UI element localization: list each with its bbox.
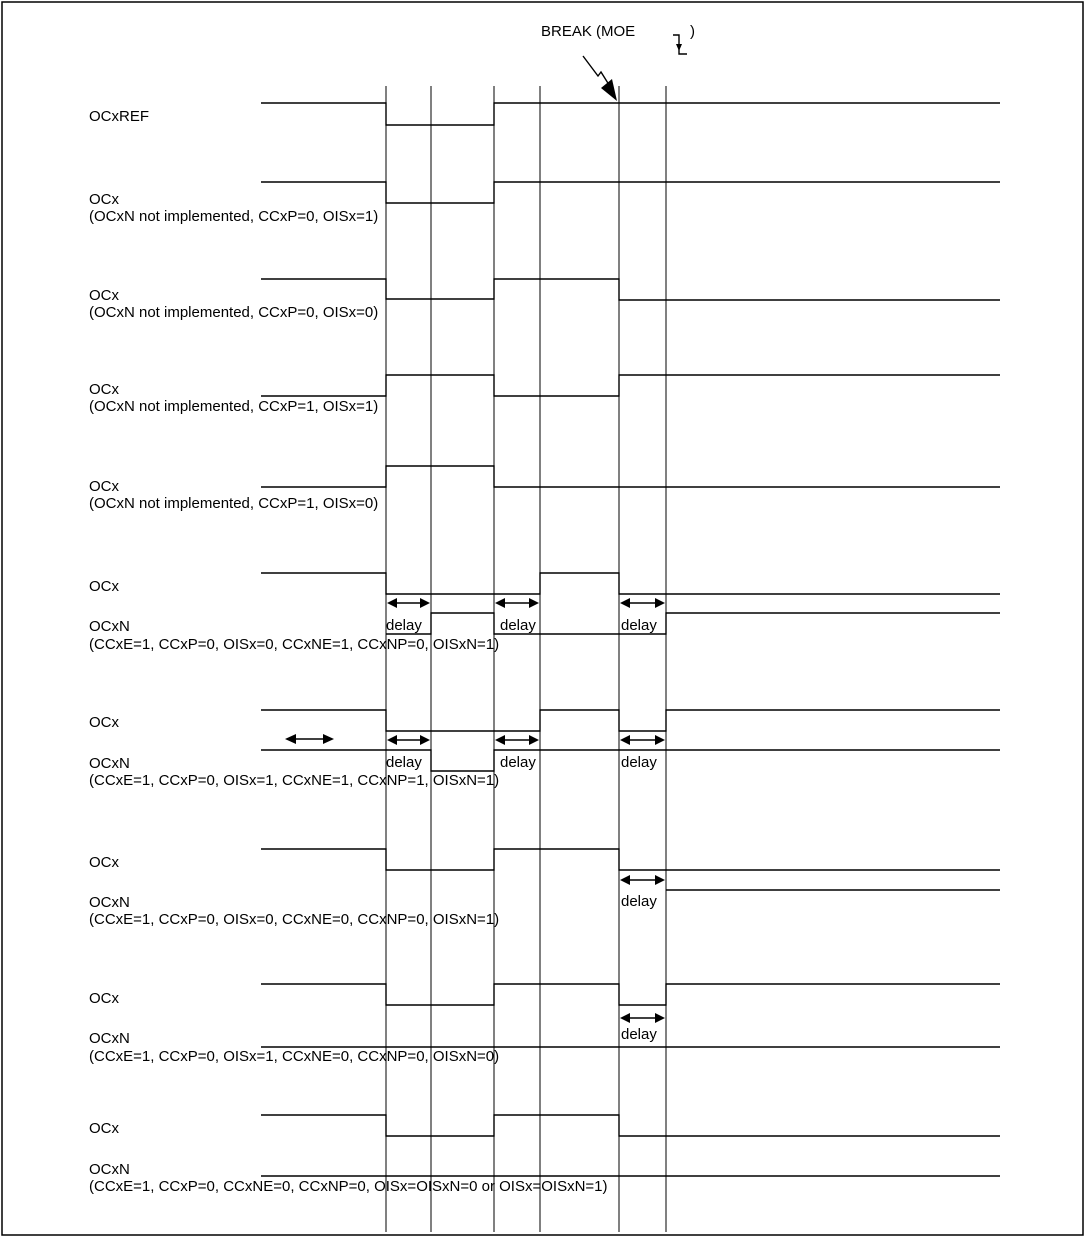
ocxn-waveform [386,613,1000,634]
row-subtitle: (OCxN not implemented, CCxP=1, OISx=0) [89,495,379,512]
row-label: OCxREF [89,108,149,125]
delay-arrow [387,735,430,745]
row-label: OCx [89,478,119,495]
ocx-waveform [261,182,1000,203]
delay-arrow [620,1013,665,1023]
ocx-waveform [261,375,1000,396]
delay-arrow [495,598,539,608]
delay-label: delay [500,754,536,771]
row-subtitle: (CCxE=1, CCxP=0, OISx=0, CCxNE=0, CCxNP=0, OISxN=1) [89,911,500,928]
delay-arrow [387,598,430,608]
delay-label: delay [621,893,657,910]
delay-arrow [620,875,665,885]
row-subtitle: (CCxE=1, CCxP=0, CCxNE=0, CCxNP=0, OISx=OISxN=0 or OISx=OISxN=1) [89,1178,608,1195]
break-pointer-line [583,56,611,88]
ocx-waveform [261,849,1000,870]
row-label-n: OCxN [89,618,130,635]
delay-label: delay [621,754,657,771]
delay-arrow [495,735,539,745]
delay-label: delay [386,617,422,634]
break-pointer-arrow-icon [601,79,617,101]
break-label-close: ) [690,23,695,40]
delay-label: delay [500,617,536,634]
delay-arrow [620,735,665,745]
row-subtitle: (CCxE=1, CCxP=0, OISx=0, CCxNE=1, CCxNP=0, OISxN=1) [89,636,500,653]
ocx-waveform [261,466,1000,487]
ocx-waveform [261,279,1000,300]
delay-label: delay [621,1026,657,1043]
delay-arrow [620,598,665,608]
delay-label: delay [386,754,422,771]
row-label: OCx [89,990,119,1007]
row-subtitle: (CCxE=1, CCxP=0, OISx=1, CCxNE=1, CCxNP=1, OISxN=1) [89,772,500,789]
row-label: OCx [89,191,119,208]
break-label: BREAK (MOE [541,23,636,40]
ocx-waveform [261,1115,1000,1136]
moe-falling-edge-arrow-icon [676,44,682,51]
delay-markers [285,598,665,1043]
ocx-waveform [261,573,1000,594]
row-subtitle: (CCxE=1, CCxP=0, OISx=1, CCxNE=0, CCxNP=0, OISxN=0) [89,1048,500,1065]
ocx-waveform [261,984,1000,1005]
row-label: OCx [89,578,119,595]
row-subtitle: (OCxN not implemented, CCxP=0, OISx=0) [89,304,379,321]
row-label-n: OCxN [89,755,130,772]
row-label: OCx [89,1120,119,1137]
signal-labels [89,108,608,1195]
delay-arrow [285,734,334,744]
row-label-n: OCxN [89,1161,130,1178]
ocx-waveform [261,710,1000,731]
row-label-n: OCxN [89,894,130,911]
row-label: OCx [89,714,119,731]
row-subtitle: (OCxN not implemented, CCxP=1, OISx=1) [89,398,379,415]
row-subtitle: (OCxN not implemented, CCxP=0, OISx=1) [89,208,379,225]
ocxref-waveform [261,103,1000,125]
row-label: OCx [89,381,119,398]
row-label: OCx [89,287,119,304]
break-annotation [541,23,695,101]
delay-label: delay [621,617,657,634]
row-label: OCx [89,854,119,871]
row-label-n: OCxN [89,1030,130,1047]
